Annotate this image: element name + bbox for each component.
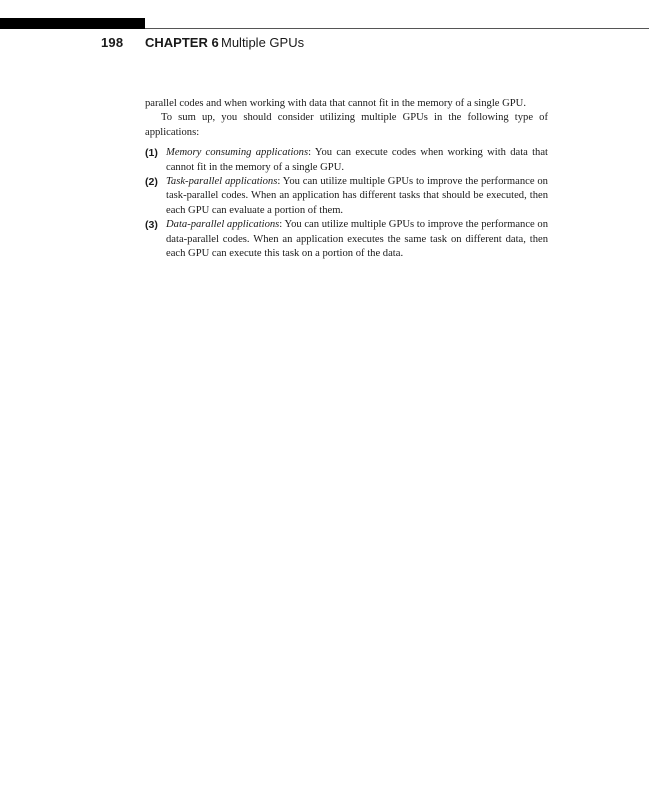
list-term: Memory consuming applications bbox=[166, 147, 309, 159]
list-term: Task-parallel applications bbox=[166, 176, 278, 188]
header-bar bbox=[0, 18, 145, 29]
list-text: : You can utilize multiple GPUs to improve the performance on task-parallel codes. When an application has different tasks that should be executed, then each GPU can evaluate a portion of them. bbox=[166, 176, 548, 216]
paragraph-continued: parallel codes and when working with data that cannot fit in the memory of a single GPU. bbox=[145, 98, 526, 109]
page-number: 198 bbox=[101, 35, 124, 50]
list-item bbox=[145, 218, 548, 261]
list-term: Data-parallel applications bbox=[166, 219, 280, 231]
application-list bbox=[145, 146, 548, 261]
header-rule bbox=[145, 28, 649, 29]
list-text: : You can execute codes when working with data that cannot fit in the memory of a single GPU. bbox=[166, 147, 548, 173]
chapter-label: CHAPTER 6 bbox=[145, 35, 219, 50]
list-item bbox=[145, 146, 548, 175]
paragraph-summary: To sum up, you should consider utilizing multiple GPUs in the following type of applications: bbox=[145, 112, 548, 138]
body-text bbox=[145, 97, 548, 261]
list-item bbox=[145, 175, 548, 218]
list-marker: (3) bbox=[145, 219, 158, 232]
chapter-title: Multiple GPUs bbox=[221, 35, 305, 50]
list-marker: (1) bbox=[145, 147, 158, 160]
list-text: : You can utilize multiple GPUs to improve the performance on data-parallel codes. When an application executes the same task on different data, then each GPU can execute this task on a portion of the data. bbox=[166, 219, 548, 260]
running-head bbox=[0, 34, 649, 52]
list-marker: (2) bbox=[145, 176, 158, 189]
